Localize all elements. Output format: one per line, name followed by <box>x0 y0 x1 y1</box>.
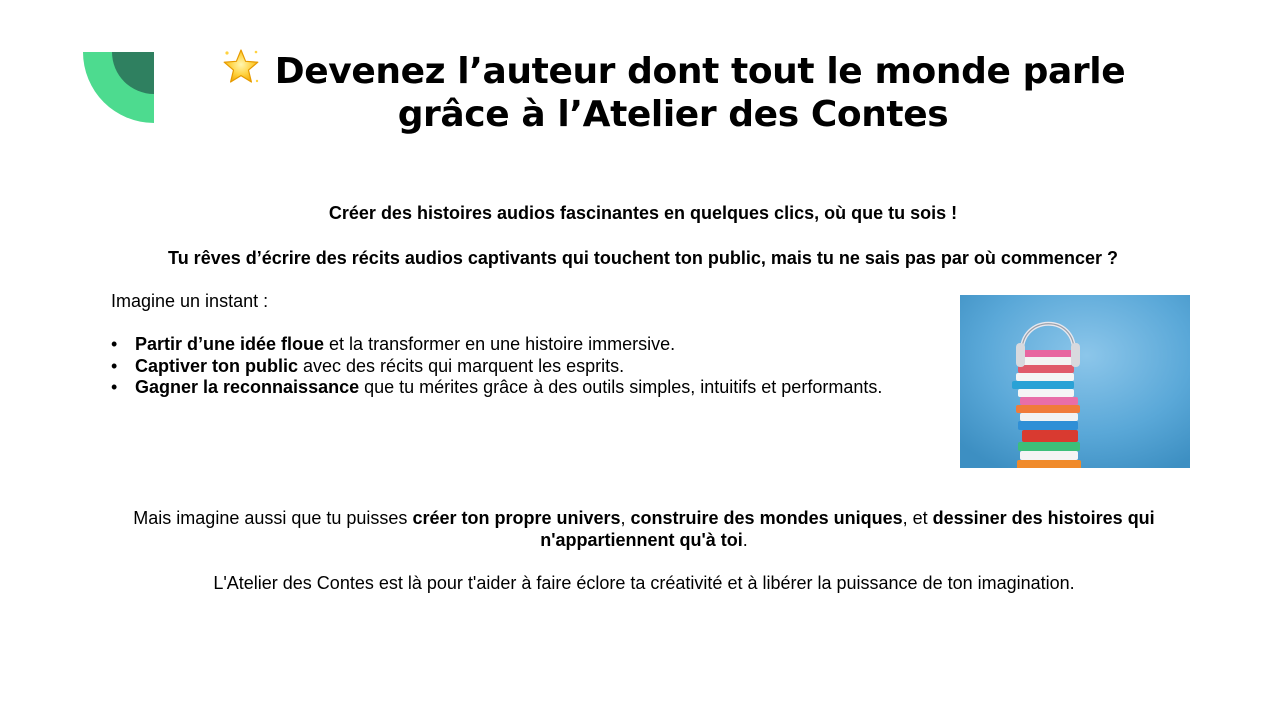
closing-text: . <box>742 530 748 550</box>
benefit-highlight: Partir d’une idée floue <box>135 334 325 354</box>
tagline: Créer des histoires audios fascinantes en quelques clics, où que tu sois ! <box>328 203 958 223</box>
benefit-text: que tu mérites grâce à des outils simples, intuitifs et performants. <box>359 377 883 397</box>
benefit-highlight: Gagner la reconnaissance <box>135 377 360 397</box>
benefit-text: avec des récits qui marquent les esprits. <box>298 355 625 376</box>
headphones-on-book-stack-icon <box>960 295 1190 468</box>
benefit-highlight: Captiver ton public <box>135 355 299 376</box>
brand-logo-mark <box>83 52 154 123</box>
hook-question: Tu rêves d’écrire des récits audios captivants qui touchent ton public, mais tu ne sais pas par où commencer ? <box>168 248 1118 268</box>
title-line-1: Devenez l’auteur dont tout le monde parle <box>274 51 1126 92</box>
closing-paragraph <box>120 507 1168 551</box>
benefit-text: et la transformer en une histoire immersive. <box>324 334 676 354</box>
bullet-icon: • <box>111 377 118 397</box>
benefit-item <box>111 334 882 356</box>
bullet-icon: • <box>111 355 118 376</box>
outro-paragraph: L'Atelier des Contes est là pour t'aider à faire éclore ta créativité et à libérer la puissance de ton imagination. <box>213 573 1075 593</box>
bullet-icon: • <box>111 334 118 354</box>
page-title <box>160 47 1186 136</box>
closing-text: Mais imagine aussi que tu puisses <box>133 508 413 528</box>
closing-highlight: construire des mondes uniques <box>630 508 903 528</box>
title-line-2: grâce à l’Atelier des Contes <box>397 94 949 135</box>
benefit-item <box>111 356 882 378</box>
closing-text: , et <box>902 508 933 528</box>
closing-text: , <box>620 508 631 528</box>
closing-highlight: créer ton propre univers <box>412 508 621 528</box>
closing-highlight: dessiner des histoires qui n'appartiennent qu'à toi <box>540 508 1155 550</box>
imagine-label: Imagine un instant : <box>111 291 269 311</box>
glowing-star-icon <box>221 47 261 87</box>
benefit-item <box>111 377 882 399</box>
benefits-list <box>111 334 882 399</box>
